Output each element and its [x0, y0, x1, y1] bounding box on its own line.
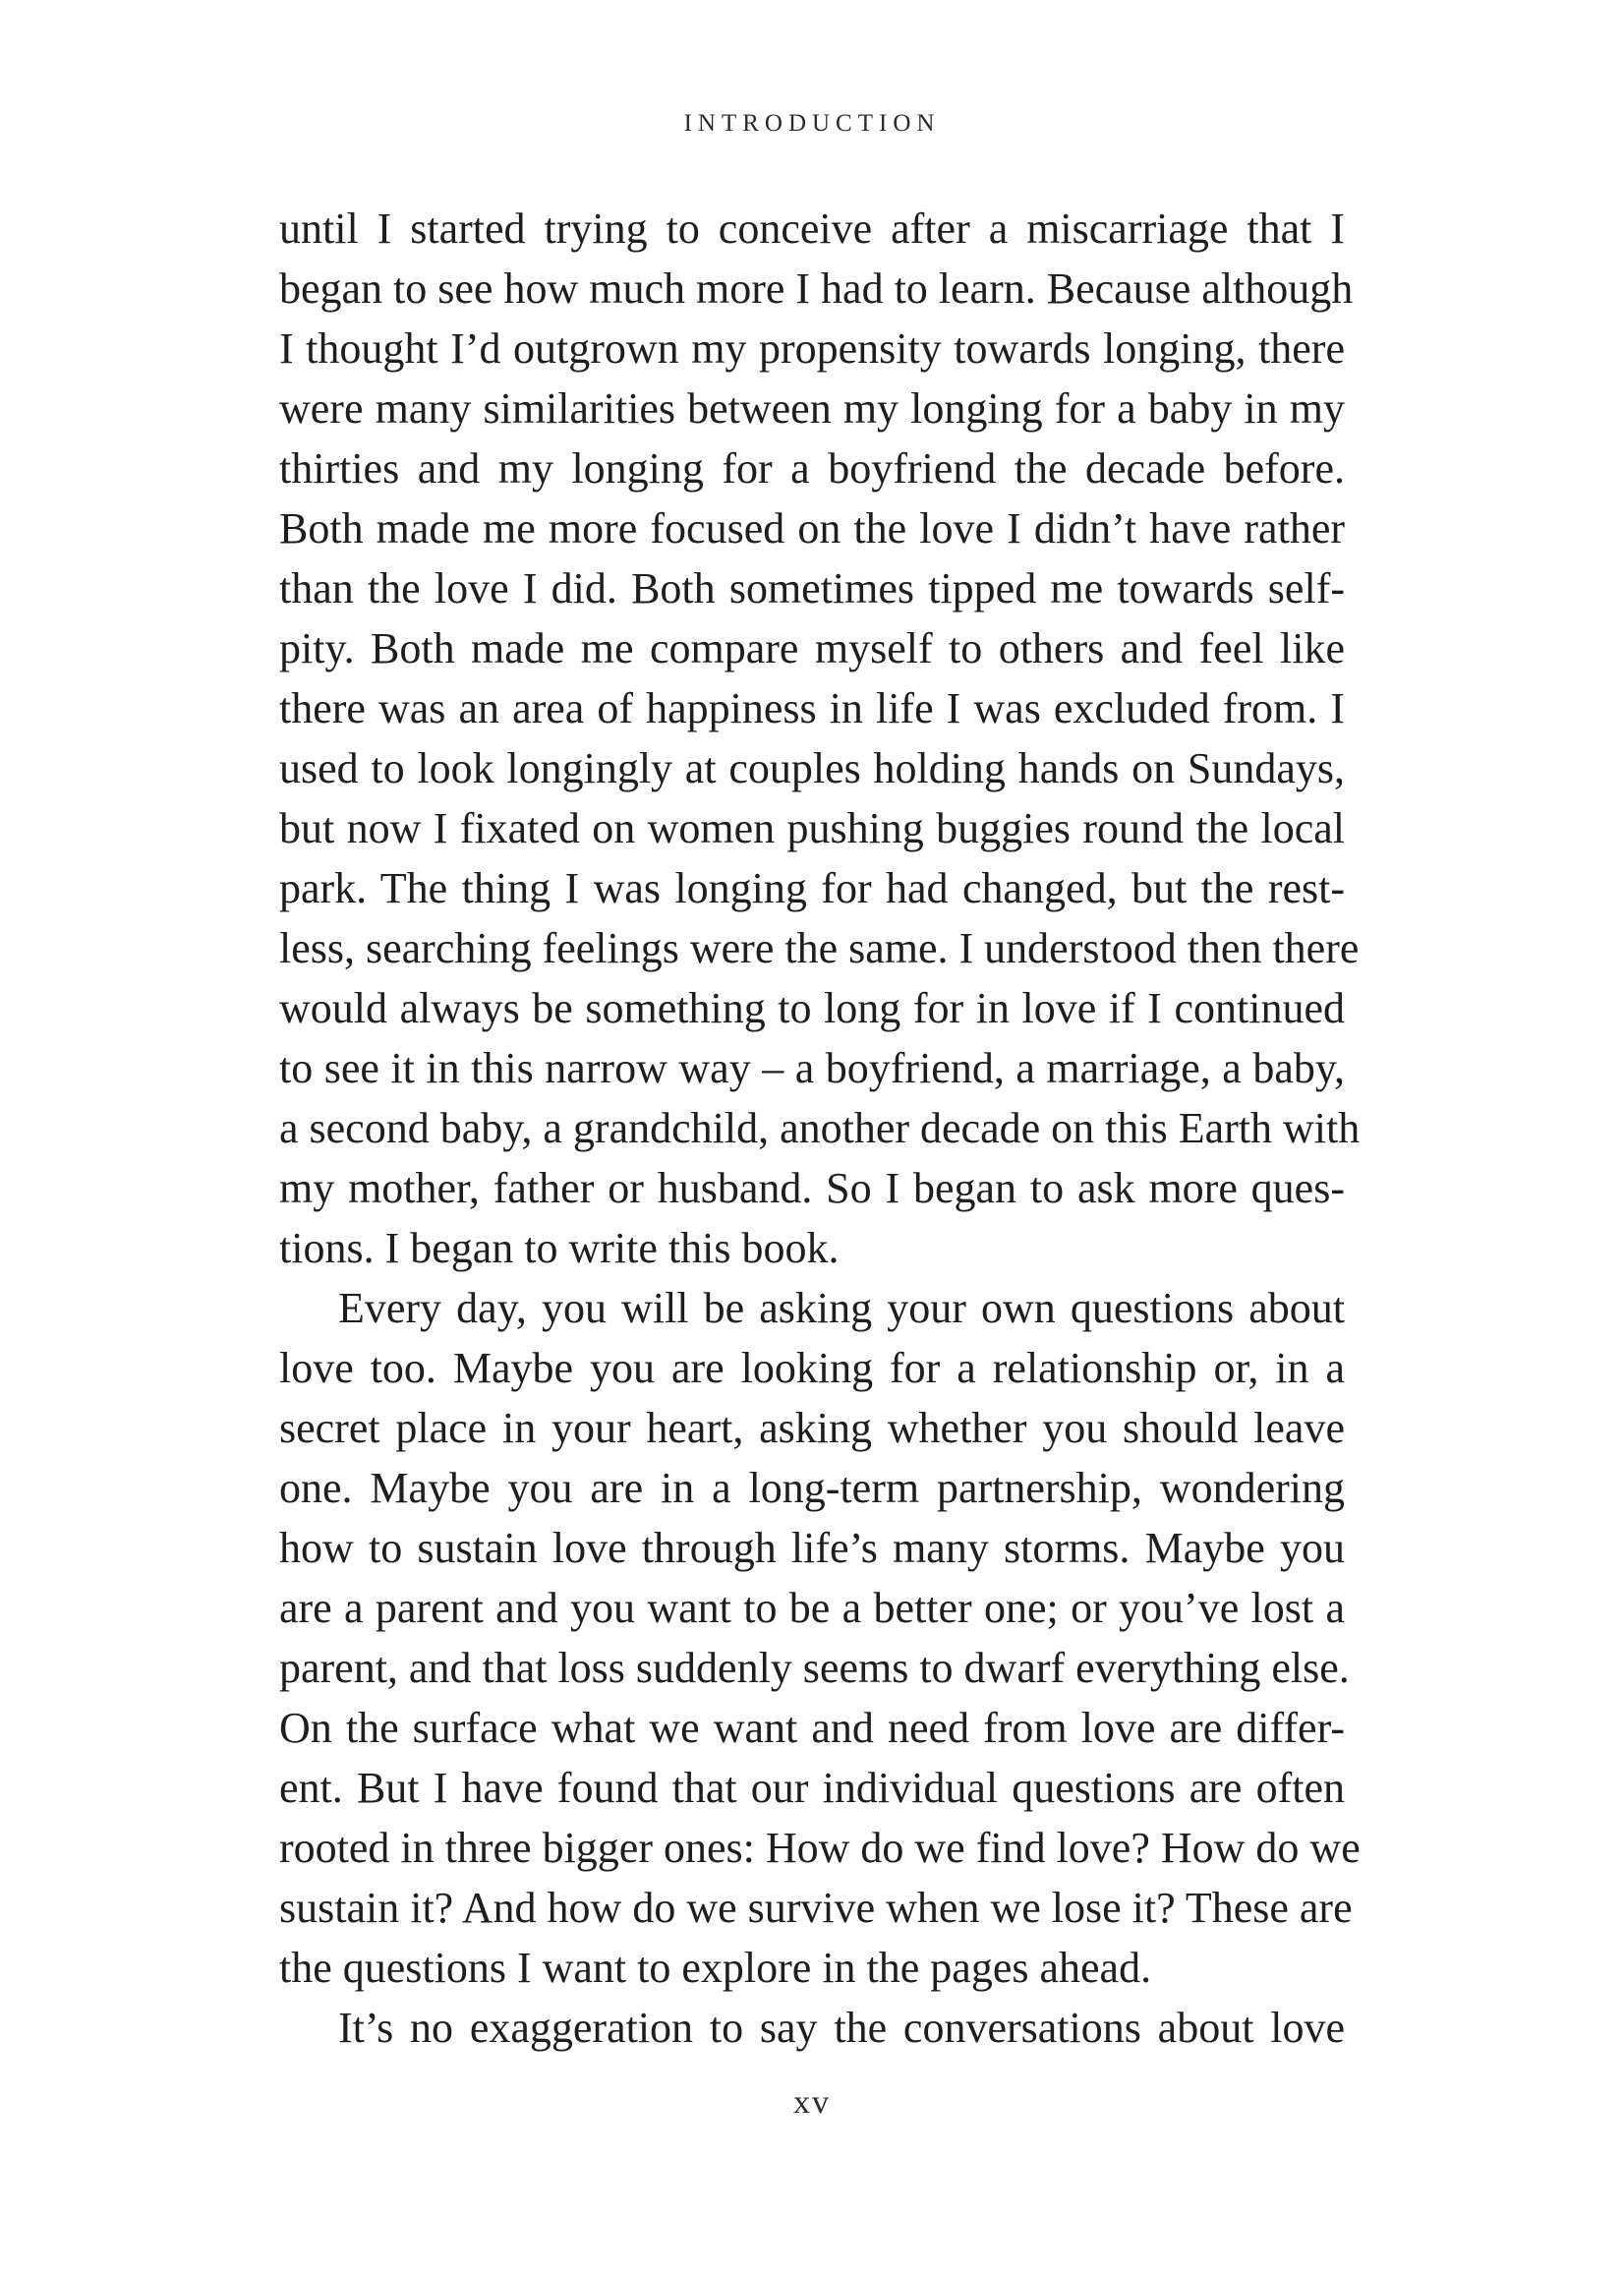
body-text: [279, 199, 1361, 2058]
text-line: would always be something to long for in love if I continued: [279, 984, 1345, 1032]
text-line: Both made me more focused on the love I didn’t have rather: [279, 504, 1345, 553]
text-line: began to see how much more I had to learn. Because although: [279, 264, 1354, 313]
text-line: there was an area of happiness in life I was excluded from. I: [279, 684, 1345, 732]
text-line: love too. Maybe you are looking for a relationship or, in a: [279, 1344, 1345, 1392]
text-line: how to sustain love through life’s many storms. Maybe you: [279, 1524, 1345, 1572]
text-line: park. The thing I was longing for had changed, but the rest-: [279, 864, 1345, 912]
text-line: less, searching feelings were the same. I understood then there: [279, 924, 1360, 972]
text-line: I thought I’d outgrown my propensity towards longing, there: [279, 324, 1345, 373]
page-number: xv: [793, 2084, 831, 2121]
text-line: used to look longingly at couples holding hands on Sundays,: [279, 744, 1345, 792]
text-line: are a parent and you want to be a better one; or you’ve lost a: [279, 1584, 1345, 1632]
text-line: tions. I began to write this book.: [279, 1224, 840, 1272]
text-line: but now I fixated on women pushing buggies round the local: [279, 804, 1345, 852]
text-line: secret place in your heart, asking whether you should leave: [279, 1404, 1345, 1452]
text-line: It’s no exaggeration to say the conversations about love: [338, 2004, 1345, 2052]
text-line: rooted in three bigger ones: How do we find love? How do we: [279, 1824, 1361, 1872]
text-line: parent, and that loss suddenly seems to dwarf everything else.: [279, 1644, 1350, 1692]
text-line: until I started trying to conceive after a miscarriage that I: [279, 204, 1345, 253]
paragraph: [279, 1278, 1361, 1998]
text-line: pity. Both made me compare myself to others and feel like: [279, 624, 1345, 672]
text-line: On the surface what we want and need from love are differ-: [279, 1704, 1345, 1752]
text-line: ent. But I have found that our individual questions are often: [279, 1764, 1345, 1812]
text-line: Every day, you will be asking your own questions about: [338, 1284, 1345, 1332]
paragraph: [279, 199, 1361, 1278]
text-line: were many similarities between my longing for a baby in my: [279, 384, 1345, 433]
text-line: the questions I want to explore in the pages ahead.: [279, 1944, 1152, 1992]
text-line: a second baby, a grandchild, another decade on this Earth with: [279, 1104, 1361, 1152]
text-line: to see it in this narrow way – a boyfriend, a marriage, a baby,: [279, 1044, 1345, 1092]
text-line: my mother, father or husband. So I began to ask more ques-: [279, 1164, 1345, 1212]
text-line: than the love I did. Both sometimes tipped me towards self-: [279, 564, 1345, 612]
text-line: thirties and my longing for a boyfriend the decade before.: [279, 444, 1345, 493]
paragraph: [279, 1998, 1345, 2058]
text-line: sustain it? And how do we survive when we lose it? These are: [279, 1884, 1353, 1932]
running-head: INTRODUCTION: [683, 110, 941, 137]
text-line: one. Maybe you are in a long-term partnership, wondering: [279, 1464, 1345, 1512]
